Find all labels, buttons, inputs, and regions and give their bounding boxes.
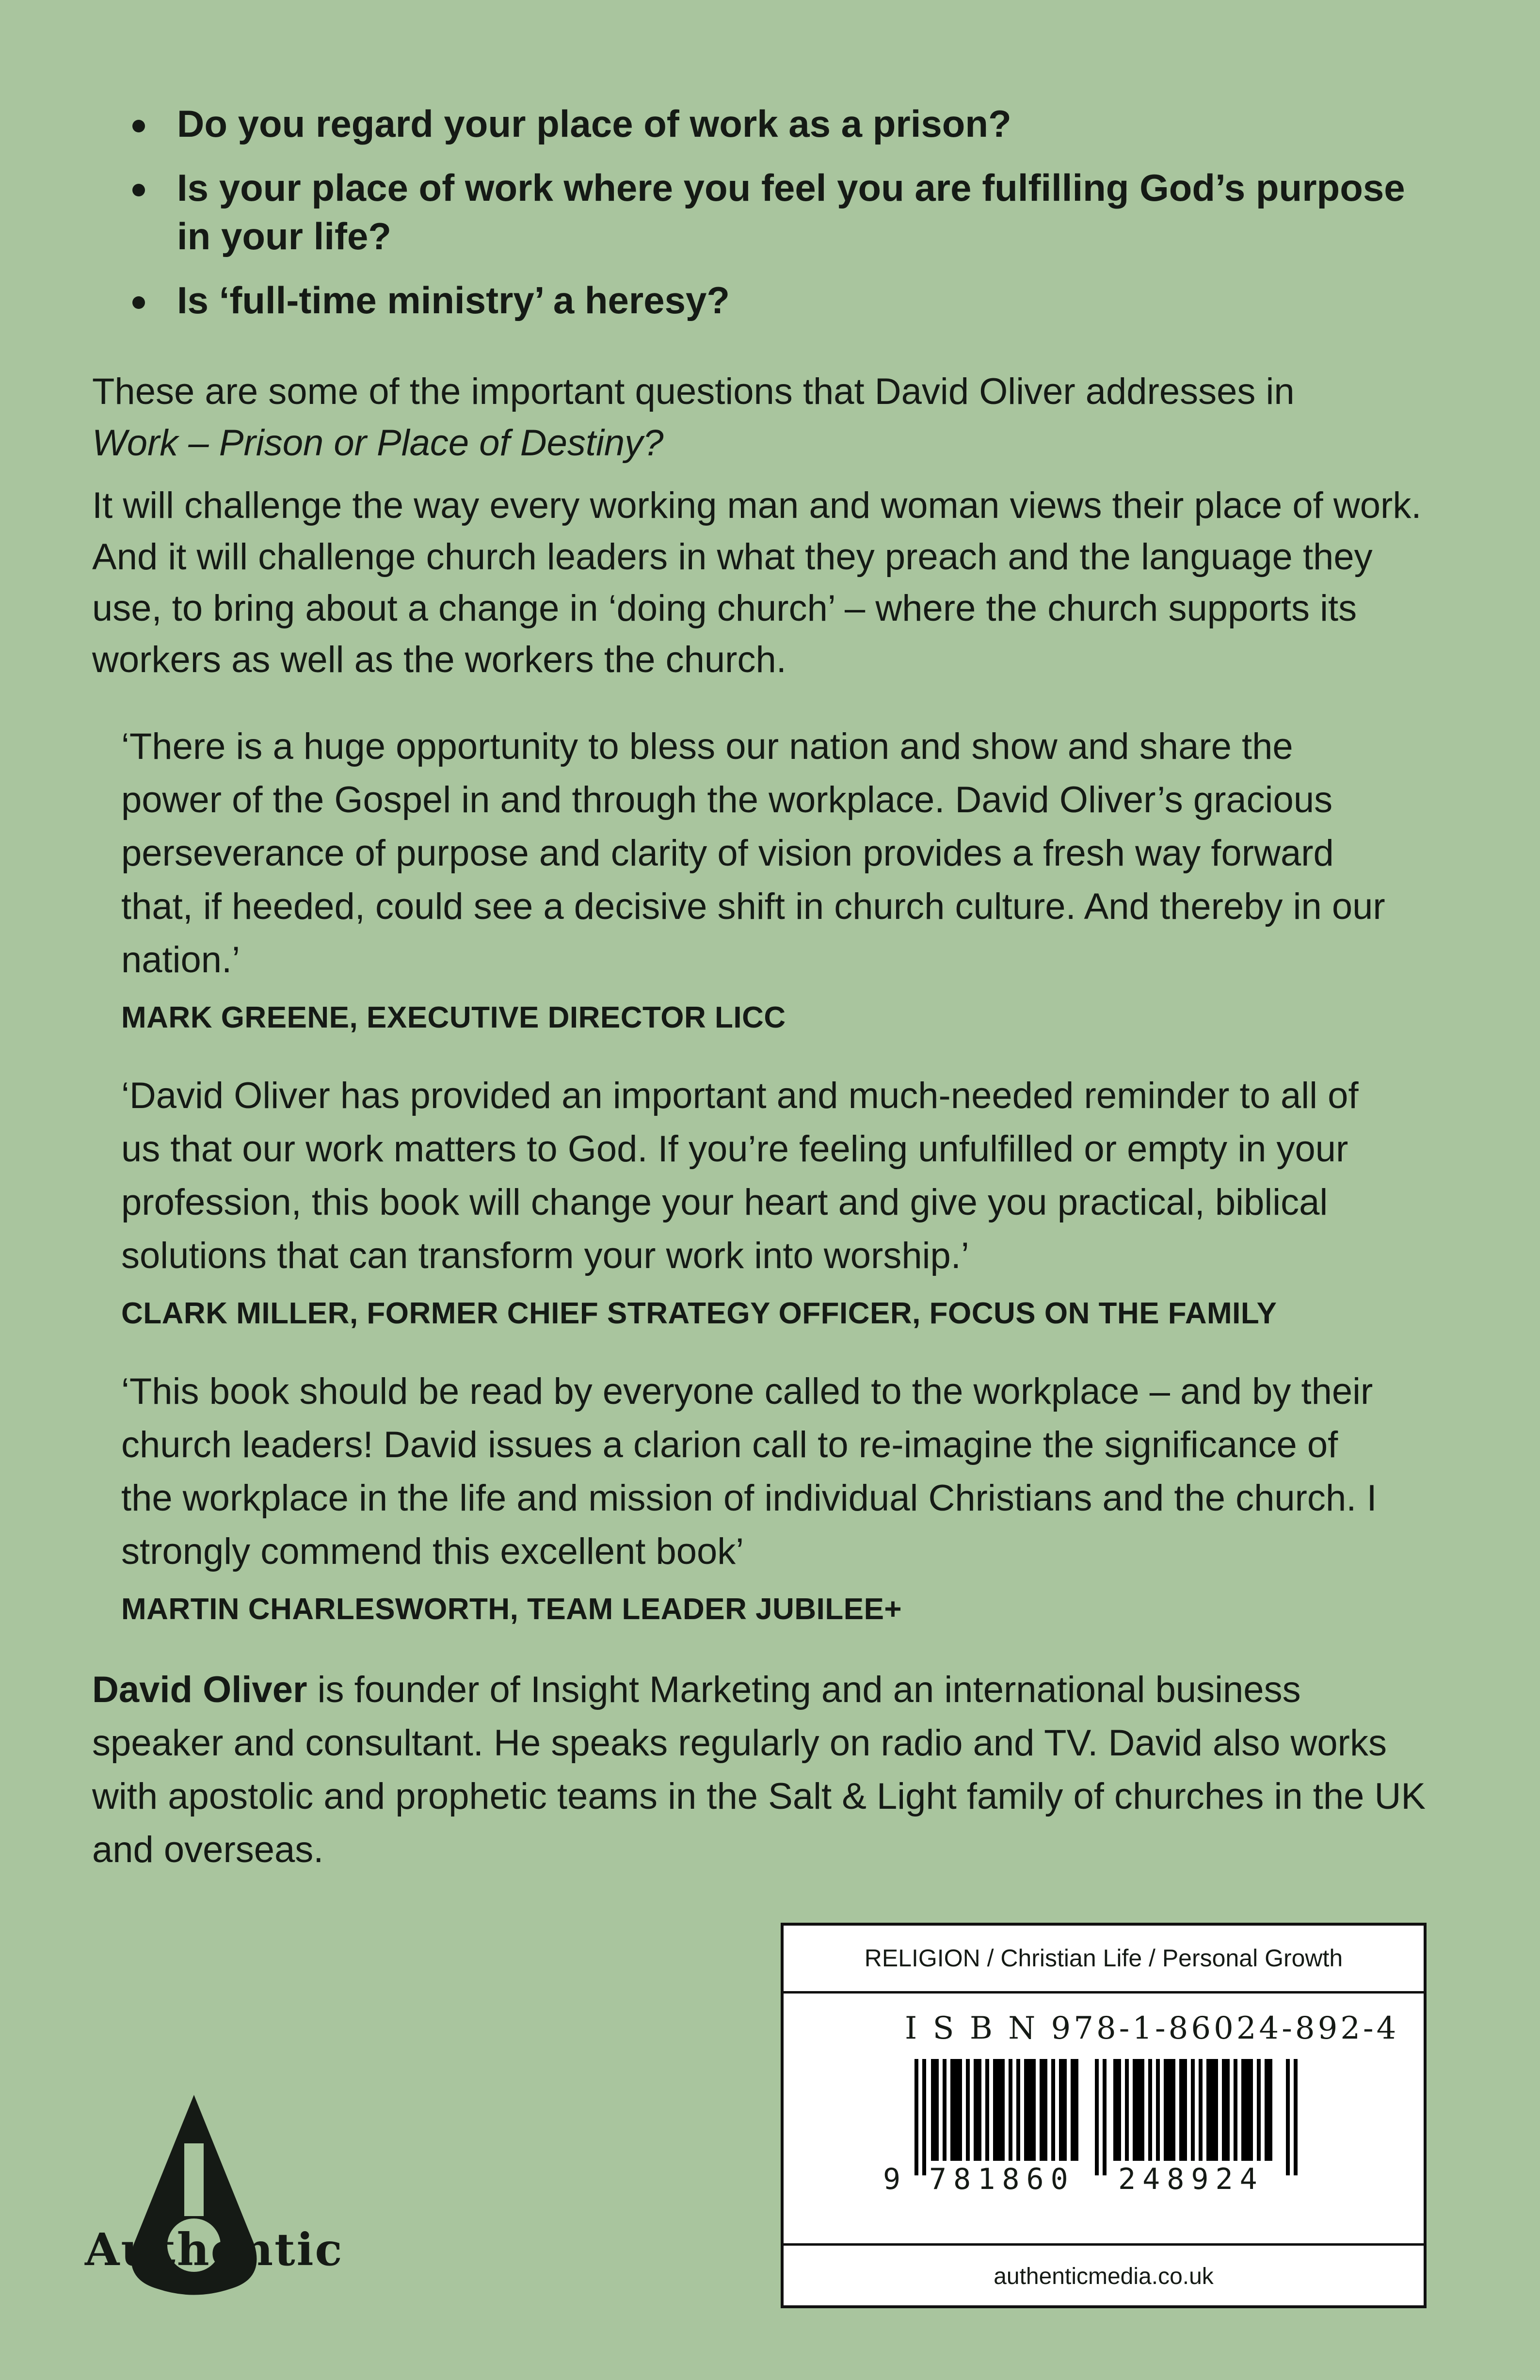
isbn-box: [781, 1923, 1427, 2308]
endorsement-quote: ‘There is a huge opportunity to bless our nation and show and share the power of the Gospel in and through the workplace. David Oliver’s gracious perseverance of purpose and clarity of vision provides a fresh way forward that, if heeded, could see a decisive shift in church culture. And thereby in our nation.’: [121, 726, 1385, 981]
question-item: Do you regard your place of work as a prison?: [124, 99, 1433, 148]
barcode-first-digit: 9: [883, 2162, 901, 2196]
endorsement-attribution: MARK GREENE, EXECUTIVE DIRECTOR LICC: [121, 1001, 786, 1034]
endorsement: [121, 720, 1392, 1037]
barcode-left-digits: 781860: [929, 2162, 1075, 2196]
barcode-right-digits: 248924: [1118, 2162, 1264, 2196]
endorsement-attribution: CLARK MILLER, FORMER CHIEF STRATEGY OFFICER, FOCUS ON THE FAMILY: [121, 1297, 1277, 1330]
publisher-name: Authentic: [85, 2223, 344, 2276]
book-title: Work – Prison or Place of Destiny?: [92, 422, 664, 464]
barcode: [914, 2059, 1298, 2175]
endorsement-quote: ‘This book should be read by everyone called to the workplace – and by their church leaders! David issues a clarion call to re-imagine the significance of the workplace in the life and mission of individual Christians and the church. I strongly commend this excellent book’: [121, 1371, 1377, 1572]
description-paragraph: It will challenge the way every working man and woman views their place of work. And it will challenge church leaders in what they preach and the language they use, to bring about a change in ‘doing church’ – where the church supports its workers as well as the workers the church.: [92, 485, 1422, 680]
intro-text: These are some of the important questions that David Oliver addresses in: [92, 371, 1295, 412]
question-list: [124, 99, 1433, 340]
isbn-number: I S B N 978-1-86024-892-4: [905, 2010, 1399, 2046]
author-name: David Oliver: [92, 1669, 307, 1710]
endorsement: [121, 1365, 1392, 1629]
endorsement-attribution: MARTIN CHARLESWORTH, TEAM LEADER JUBILEE+: [121, 1592, 902, 1626]
bisac-category: RELIGION / Christian Life / Personal Growth: [784, 1926, 1424, 1994]
question-item: Is your place of work where you feel you are fulfilling God’s purpose in your life?: [124, 163, 1433, 260]
author-bio: [92, 1663, 1430, 1877]
publisher-url: authenticmedia.co.uk: [784, 2243, 1424, 2308]
letter-a-logo-icon: [85, 2085, 344, 2313]
author-bio-text: is founder of Insight Marketing and an international business speaker and consultant. He speaks regularly on radio and TV. David also works with apostolic and prophetic teams in the Salt & Light family of churches in the UK and overseas.: [92, 1669, 1426, 1870]
endorsement: [121, 1069, 1392, 1333]
question-item: Is ‘full-time ministry’ a heresy?: [124, 276, 1433, 324]
endorsement-quote: ‘David Oliver has provided an important and much-needed reminder to all of us that our work matters to God. If you’re feeling unfulfilled or empty in your profession, this book will change your heart and give you practical, biblical solutions that can transform your work into worship.’: [121, 1075, 1359, 1276]
intro-paragraph: [92, 366, 1430, 469]
